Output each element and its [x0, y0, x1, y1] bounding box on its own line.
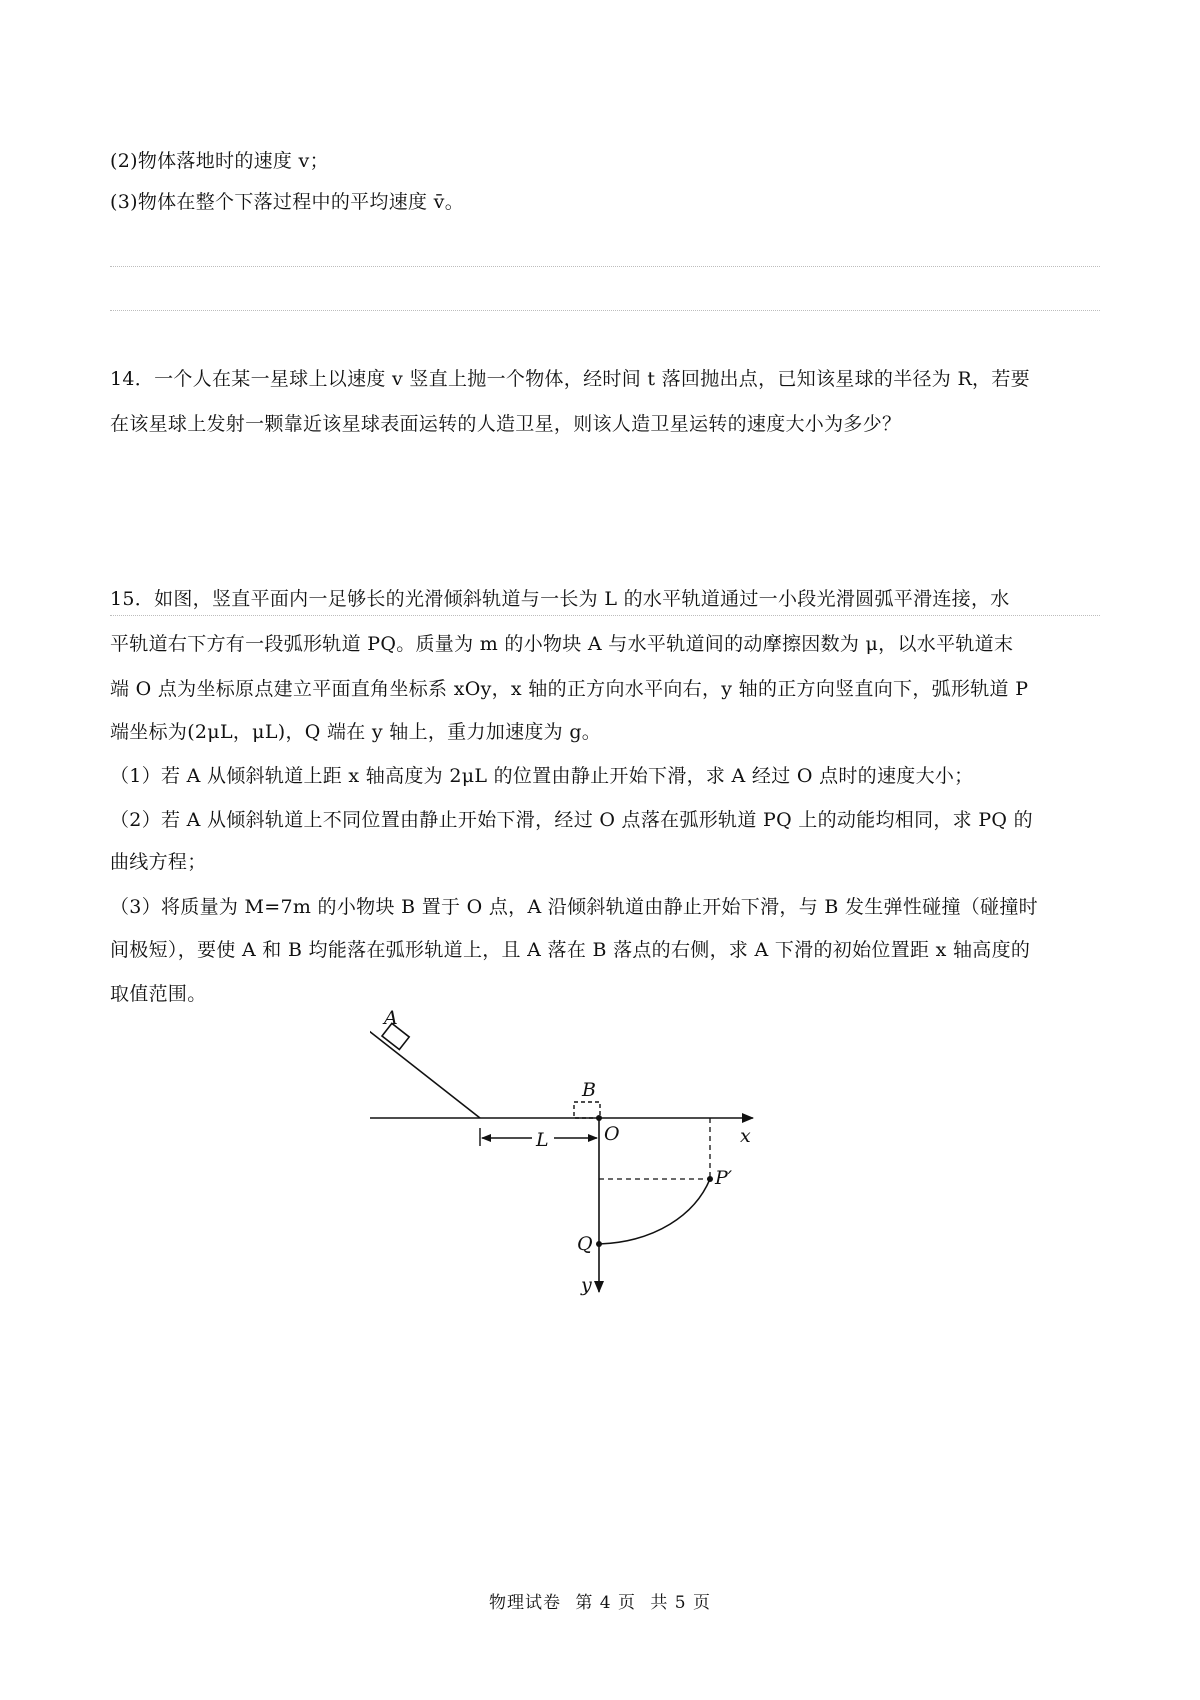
page-footer: [0, 1588, 1200, 1613]
block-B: [574, 1102, 600, 1118]
label-A: A: [384, 1010, 398, 1029]
q15-line2: 平轨道右下方有一段弧形轨道 PQ。质量为 m 的小物块 A 与水平轨道间的动摩擦因数为 μ，以水平轨道末: [110, 633, 1014, 655]
answer-line-1: [110, 266, 1100, 267]
label-B: B: [582, 1079, 596, 1101]
point-Q: [596, 1241, 602, 1247]
label-P: P′: [715, 1167, 733, 1189]
q13-part2: (2)物体落地时的速度 v；: [110, 150, 329, 172]
label-Q: Q: [577, 1233, 593, 1255]
track-diagram: [370, 1010, 840, 1330]
q15-line4: 端坐标为(2μL，μL)，Q 端在 y 轴上，重力加速度为 g。: [110, 721, 602, 743]
q14-line1: 14．一个人在某一星球上以速度 v 竖直上抛一个物体，经时间 t 落回抛出点，已知该星球的半径为 R，若要: [110, 368, 1030, 390]
answer-line-3: [110, 615, 1100, 616]
answer-line-2: [110, 310, 1100, 311]
q15-sub3-line3: 取值范围。: [110, 983, 207, 1005]
footer-page: 第 4 页: [575, 1593, 636, 1613]
q15-sub3-line2: 间极短），要使 A 和 B 均能落在弧形轨道上，且 A 落在 B 落点的右侧，求 A 下滑的初始位置距 x 轴高度的: [110, 939, 1031, 961]
q14-line2: 在该星球上发射一颗靠近该星球表面运转的人造卫星，则该人造卫星运转的速度大小为多少？: [110, 413, 902, 435]
q15-sub2-line2: 曲线方程；: [110, 851, 207, 873]
label-y: y: [581, 1274, 592, 1296]
label-x: x: [740, 1125, 751, 1147]
q15-line1: 15．如图，竖直平面内一足够长的光滑倾斜轨道与一长为 L 的水平轨道通过一小段光滑圆弧平滑连接，水: [110, 588, 1010, 610]
label-O: O: [604, 1123, 620, 1145]
footer-subject: 物理试卷: [488, 1593, 561, 1613]
q15-sub1: （1）若 A 从倾斜轨道上距 x 轴高度为 2μL 的位置由静止开始下滑，求 A 经过 O 点时的速度大小；: [110, 765, 974, 787]
q13-part3: (3)物体在整个下落过程中的平均速度 v̄。: [110, 191, 464, 213]
q15-sub3-line1: （3）将质量为 M=7m 的小物块 B 置于 O 点，A 沿倾斜轨道由静止开始下滑，与 B 发生弹性碰撞（碰撞时: [110, 896, 1038, 918]
q15-line3: 端 O 点为坐标原点建立平面直角坐标系 xOy，x 轴的正方向水平向右，y 轴的正方向竖直向下，弧形轨道 P: [110, 678, 1029, 700]
footer-total: 共 5 页: [650, 1593, 712, 1613]
arc-track-PQ: [599, 1179, 710, 1244]
label-L: L: [536, 1129, 549, 1151]
point-P: [707, 1176, 713, 1182]
q15-sub2-line1: （2）若 A 从倾斜轨道上不同位置由静止开始下滑，经过 O 点落在弧形轨道 PQ 上的动能均相同，求 PQ 的: [110, 809, 1033, 831]
